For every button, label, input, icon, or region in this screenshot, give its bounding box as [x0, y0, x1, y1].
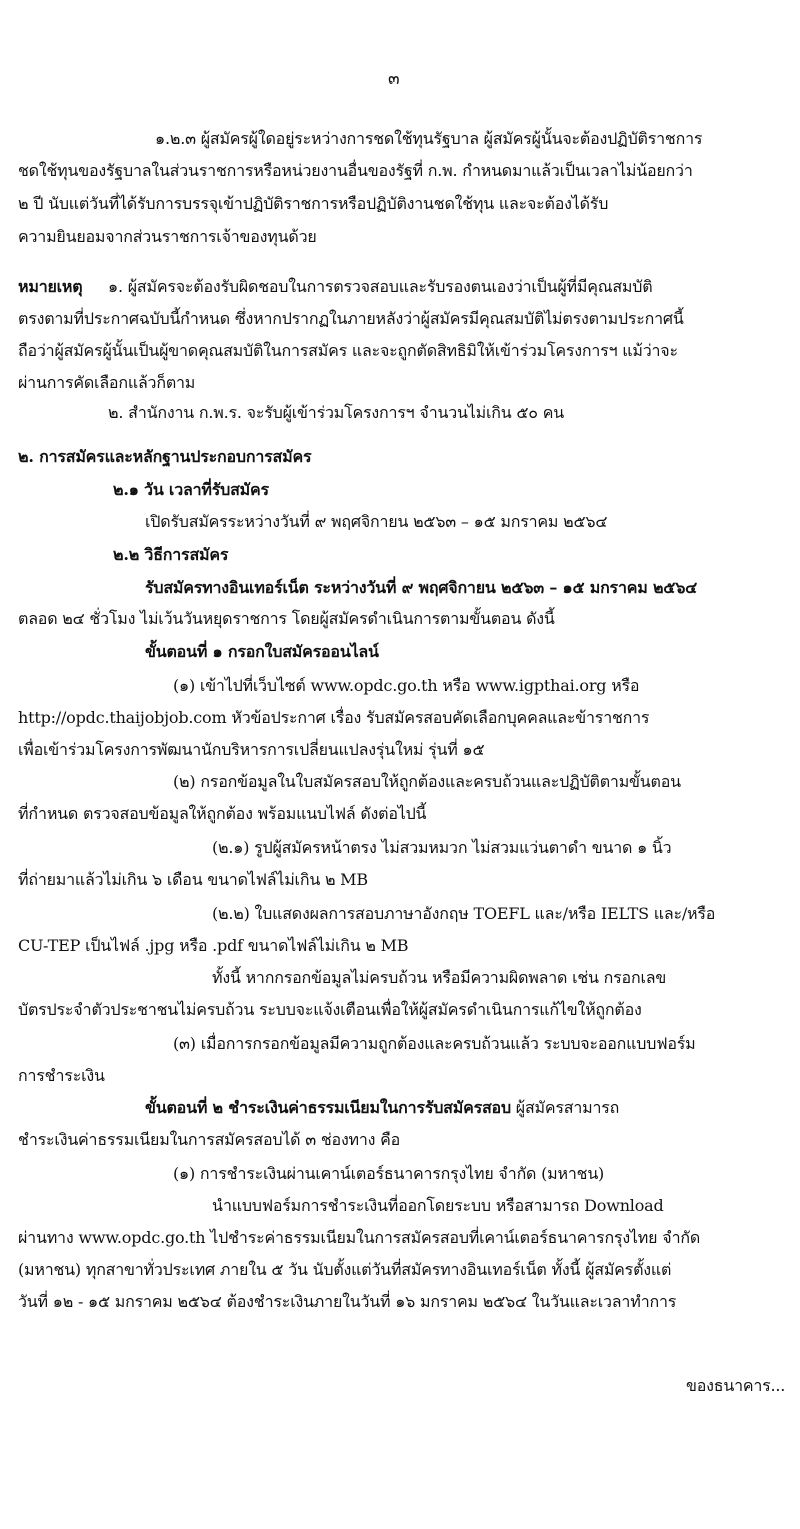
remarks-item-2: ๒. สำนักงาน ก.พ.ร. จะรับผู้เข้าร่วมโครงการฯ จำนวนไม่เกิน ๕๐ คน	[108, 403, 564, 422]
section-2-1-heading: ๒.๑ วัน เวลาที่รับสมัคร	[113, 480, 269, 499]
remarks-item-1-line-2: ตรงตามที่ประกาศฉบับนี้กำหนด ซึ่งหากปรากฏในภายหลังว่าผู้สมัครมีคุณสมบัติไม่ตรงตามประกาศนี้	[18, 309, 684, 328]
continuation-text: ของธนาคาร...	[686, 1376, 786, 1395]
step-2-item-1-line-1: นำแบบฟอร์มการชำระเงินที่ออกโดยระบบ หรือสามารถ Download	[212, 1196, 664, 1215]
section-1-2-3-line-2: ชดใช้ทุนของรัฐบาลในส่วนราชการหรือหน่วยงานอื่นของรัฐที่ ก.พ. กำหนดมาแล้วเป็นเวลาไม่น้อยกว่า	[18, 161, 693, 180]
step-2-item-1-title: (๑) การชำระเงินผ่านเคาน์เตอร์ธนาคารกรุงไทย จำกัด (มหาชน)	[173, 1164, 605, 1183]
remarks-label: หมายเหตุ	[18, 277, 83, 296]
step-1-note-line-1: ทั้งนี้ หากกรอกข้อมูลไม่ครบถ้วน หรือมีความผิดพลาด เช่น กรอกเลข	[212, 968, 667, 987]
section-2-2-line-1: รับสมัครทางอินเทอร์เน็ต ระหว่างวันที่ ๙ พฤศจิกายน ๒๕๖๓ – ๑๕ มกราคม ๒๕๖๔	[145, 578, 698, 597]
step-1-item-2-2-line-2: CU-TEP เป็นไฟล์ .jpg หรือ .pdf ขนาดไฟล์ไม่เกิน ๒ MB	[18, 936, 409, 955]
step-2-line-1	[145, 1097, 619, 1119]
step-2-item-1-line-4: วันที่ ๑๒ - ๑๕ มกราคม ๒๕๖๔ ต้องชำระเงินภายในวันที่ ๑๖ มกราคม ๒๕๖๔ ในวันและเวลาทำการ	[18, 1292, 677, 1311]
step-1-item-1-line-1: (๑) เข้าไปที่เว็บไซต์ www.opdc.go.th หรือ www.igpthai.org หรือ	[173, 676, 640, 695]
step-2-line-2: ชำระเงินค่าธรรมเนียมในการสมัครสอบได้ ๓ ช่องทาง คือ	[18, 1130, 401, 1149]
section-2-heading: ๒. การสมัครและหลักฐานประกอบการสมัคร	[18, 447, 312, 466]
remarks-item-1-line-4: ผ่านการคัดเลือกแล้วก็ตาม	[18, 373, 196, 392]
section-1-2-3-line-4: ความยินยอมจากส่วนราชการเจ้าของทุนด้วย	[18, 227, 317, 246]
section-1-2-3-line-1: ๑.๒.๓ ผู้สมัครผู้ใดอยู่ระหว่างการชดใช้ทุนรัฐบาล ผู้สมัครผู้นั้นจะต้องปฏิบัติราชการ	[155, 129, 703, 148]
step-1-item-2-1-line-1: (๒.๑) รูปผู้สมัครหน้าตรง ไม่สวมหมวก ไม่สวมแว่นตาดำ ขนาด ๑ นิ้ว	[212, 838, 672, 857]
step-2-item-1-line-3: (มหาชน) ทุกสาขาทั่วประเทศ ภายใน ๕ วัน นับตั้งแต่วันที่สมัครทางอินเทอร์เน็ต ทั้งนี้ ผู้สมัครตั้งแต่	[18, 1260, 672, 1279]
section-2-2-line-2: ตลอด ๒๔ ชั่วโมง ไม่เว้นวันหยุดราชการ โดยผู้สมัครดำเนินการตามขั้นตอน ดังนี้	[18, 609, 555, 628]
step-1-item-1-line-2: http://opdc.thaijobjob.com หัวข้อประกาศ เรื่อง รับสมัครสอบคัดเลือกบุคคลและข้าราชการ	[18, 708, 650, 727]
page-number: ๓	[388, 69, 400, 89]
section-1-2-3-line-3: ๒ ปี นับแต่วันที่ได้รับการบรรจุเข้าปฏิบัติราชการหรือปฏิบัติงานชดใช้ทุน และจะต้องได้รับ	[18, 194, 609, 213]
section-2-1-text: เปิดรับสมัครระหว่างวันที่ ๙ พฤศจิกายน ๒๕๖๓ – ๑๕ มกราคม ๒๕๖๔	[145, 512, 608, 531]
remarks-item-1-line-3: ถือว่าผู้สมัครผู้นั้นเป็นผู้ขาดคุณสมบัติในการสมัคร และจะถูกตัดสิทธิมิให้เข้าร่วมโครงการฯ แม้ว่าจะ	[18, 341, 678, 360]
section-2-2-heading: ๒.๒ วิธีการสมัคร	[113, 545, 229, 564]
step-1-item-1-line-3: เพื่อเข้าร่วมโครงการพัฒนานักบริหารการเปลี่ยนแปลงรุ่นใหม่ รุ่นที่ ๑๕	[18, 740, 485, 759]
remarks-item-1-line-1: ๑. ผู้สมัครจะต้องรับผิดชอบในการตรวจสอบและรับรองตนเองว่าเป็นผู้ที่มีคุณสมบัติ	[108, 277, 653, 296]
step-2-item-1-line-2: ผ่านทาง www.opdc.go.th ไปชำระค่าธรรมเนียมในการสมัครสอบที่เคาน์เตอร์ธนาคารกรุงไทย จำกัด	[18, 1228, 701, 1247]
step-2-heading: ขั้นตอนที่ ๒ ชำระเงินค่าธรรมเนียมในการรับสมัครสอบ	[145, 1098, 511, 1117]
step-1-item-3-line-2: การชำระเงิน	[18, 1066, 105, 1085]
step-1-item-2-line-2: ที่กำหนด ตรวจสอบข้อมูลให้ถูกต้อง พร้อมแนบไฟล์ ดังต่อไปนี้	[18, 804, 427, 823]
step-1-item-2-2-line-1: (๒.๒) ใบแสดงผลการสอบภาษาอังกฤษ TOEFL และ/หรือ IELTS และ/หรือ	[212, 904, 716, 923]
step-1-heading: ขั้นตอนที่ ๑ กรอกใบสมัครออนไลน์	[145, 642, 379, 661]
step-1-item-2-line-1: (๒) กรอกข้อมูลในใบสมัครสอบให้ถูกต้องและครบถ้วนและปฏิบัติตามขั้นตอน	[173, 772, 681, 791]
step-1-note-line-2: บัตรประจำตัวประชาชนไม่ครบถ้วน ระบบจะแจ้งเตือนเพื่อให้ผู้สมัครดำเนินการแก้ไขให้ถูกต้อง	[18, 1000, 642, 1019]
step-2-heading-rest: ผู้สมัครสามารถ	[510, 1098, 620, 1117]
step-1-item-2-1-line-2: ที่ถ่ายมาแล้วไม่เกิน ๖ เดือน ขนาดไฟล์ไม่เกิน ๒ MB	[18, 870, 368, 889]
step-1-item-3-line-1: (๓) เมื่อการกรอกข้อมูลมีความถูกต้องและครบถ้วนแล้ว ระบบจะออกแบบฟอร์ม	[173, 1034, 696, 1053]
